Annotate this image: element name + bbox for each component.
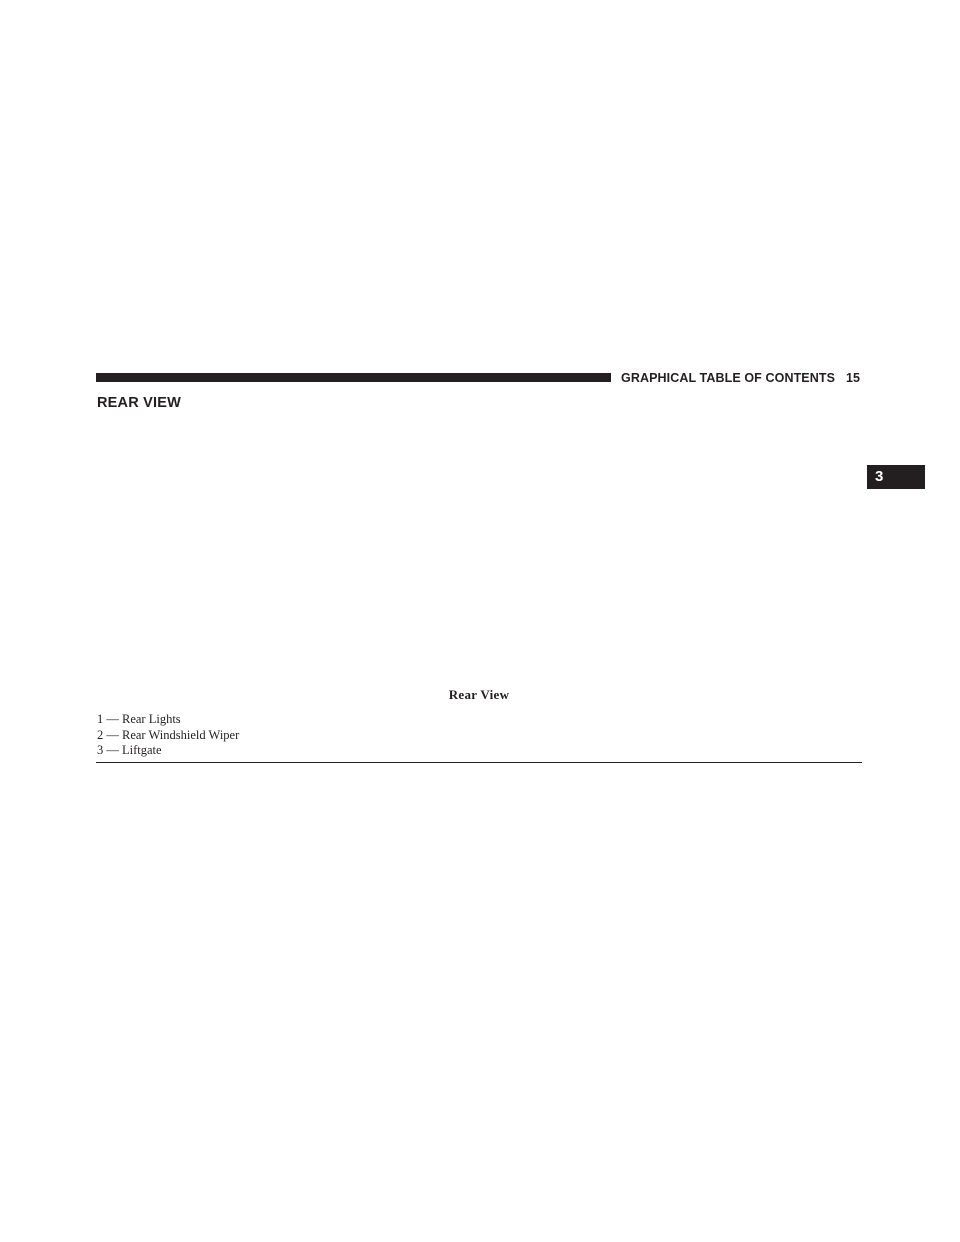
figure-image-area [96,420,862,682]
header-rule-bar [96,373,611,382]
legend-item: 2 — Rear Windshield Wiper [97,727,240,742]
chapter-tab-label: 3 [875,468,884,485]
figure-legend [97,712,239,759]
page-number: 15 [846,371,860,385]
legend-item: 1 — Rear Lights [97,712,181,726]
chapter-tab[interactable] [867,465,925,489]
figure-caption: Rear View [448,687,510,702]
legend-divider [96,762,862,763]
section-title: REAR VIEW [97,395,181,411]
legend-item: 3 — Liftgate [97,743,162,757]
running-header-title: GRAPHICAL TABLE OF CONTENTS [621,371,836,385]
